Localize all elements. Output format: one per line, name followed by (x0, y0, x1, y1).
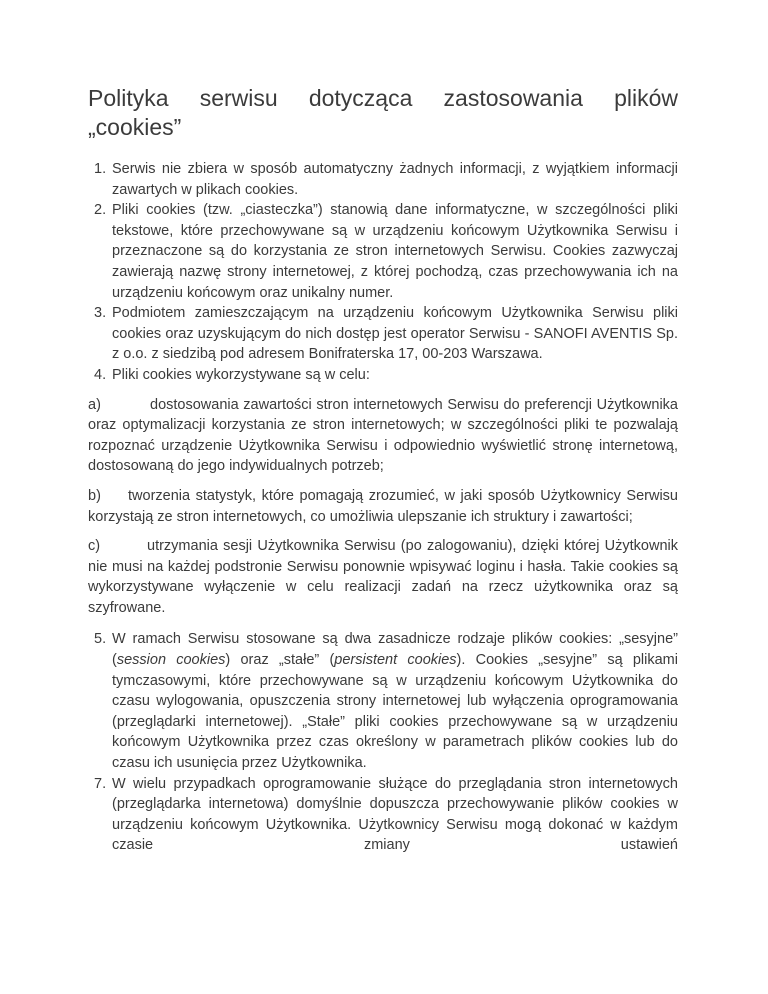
list-item-7 (88, 774, 678, 856)
page-title-line-2: „cookies” (88, 114, 182, 140)
lettered-subitems-a-c (88, 395, 678, 619)
italic-text-run: persistent cookies (334, 652, 457, 669)
italic-text-run: session cookies (116, 652, 226, 669)
text-run: Pliki cookies (tzw. „ciasteczka”) stanowią dane informatyczne, w szczególności pliki tekstowe, które przechowywane są w urządzeniu końcowym Użytkownika Serwisu i przeznaczone są do korzystania ze stron internetowych Serwisu. Cookies zazwyczaj zawierają nazwę strony internetowej, z której pochodzą, czas przechowywania ich na urządzeniu końcowym oraz unikalny numer. (112, 202, 678, 301)
sub-item-c (88, 536, 678, 618)
list-item-number: 5. (94, 631, 107, 648)
list-item-4 (88, 365, 678, 386)
sub-item-label: c) (88, 538, 101, 555)
text-run: Podmiotem zamieszczającym na urządzeniu końcowym Użytkownika Serwisu pliki cookies oraz uzyskującym do nich dostęp jest operator Serwisu - SANOFI AVENTIS Sp. z o.o. z siedzibą pod adresem Bonifraterska 17, 00-203 Warszawa. (112, 305, 678, 363)
sub-item-a (88, 395, 678, 477)
list-item-number: 3. (94, 305, 107, 322)
sub-item-label: a) (88, 396, 101, 413)
list-item-3 (88, 303, 678, 365)
numbered-list-items-5-7 (88, 629, 678, 856)
list-item-1 (88, 159, 678, 200)
text-run: Pliki cookies wykorzystywane są w celu: (112, 366, 370, 383)
text-run: utrzymania sesji Użytkownika Serwisu (po zalogowaniu), dzięki której Użytkownik nie musi na każdej podstronie Serwisu ponownie wpisywać loginu i hasła. Takie cookies są wykorzystywane wyłączenie w celu realizacji zadań na rzecz użytkownika oraz są szyfrowane. (88, 538, 678, 616)
list-item-number: 2. (94, 202, 107, 219)
text-run: ) oraz „stałe” ( (225, 652, 335, 669)
text-run: W ramach Serwisu stosowane są dwa zasadnicze rodzaje plików cookies: „sesyjne” ( (112, 631, 678, 669)
page-title-line-1: Polityka serwisu dotycząca zastosowania plików (88, 85, 678, 111)
list-item-number: 4. (94, 366, 107, 383)
text-run: dostosowania zawartości stron internetowych Serwisu do preferencji Użytkownika oraz optymalizacji korzystania ze stron internetowych; w szczególności pliki te pozwalają rozpoznać urządzenie Użytkownika Serwisu i odpowiednio wyświetlić stronę internetową, dostosowaną do jego indywidualnych potrzeb; (88, 396, 678, 475)
numbered-list-items-1-4 (88, 159, 678, 386)
sub-item-label: b) (88, 487, 101, 504)
text-run: tworzenia statystyk, które pomagają zrozumieć, w jaki sposób Użytkownicy Serwisu korzystają ze stron internetowych, co umożliwia ulepszanie ich struktury i zawartości; (88, 487, 678, 525)
list-item-number: 7. (94, 775, 107, 792)
list-item-number: 1. (94, 161, 107, 177)
text-run: ). Cookies „sesyjne” są plikami tymczasowymi, które przechowywane są w urządzeniu końcowym Użytkownika do czasu wylogowania, opuszczenia strony internetowej lub wyłączenia oprogramowania (przeglądarki internetowej). „Stałe” pliki cookies przechowywane są w urządzeniu końcowym Użytkownika przez czas określony w parametrach plików cookies lub do czasu ich usunięcia przez Użytkownika. (112, 652, 678, 772)
page-title (88, 84, 678, 142)
sub-item-b (88, 486, 678, 527)
text-run: Serwis nie zbiera w sposób automatyczny żadnych informacji, z wyjątkiem informacji zawartych w plikach cookies. (112, 161, 678, 198)
text-run: W wielu przypadkach oprogramowanie służące do przeglądania stron internetowych (przeglądarka internetowa) domyślnie dopuszcza przechowywanie plików cookies w urządzeniu końcowym Użytkownika. Użytkownicy Serwisu mogą dokonać w każdym czasie zmiany ustawień (112, 775, 678, 854)
list-item-2 (88, 200, 678, 303)
list-item-5 (88, 629, 678, 773)
